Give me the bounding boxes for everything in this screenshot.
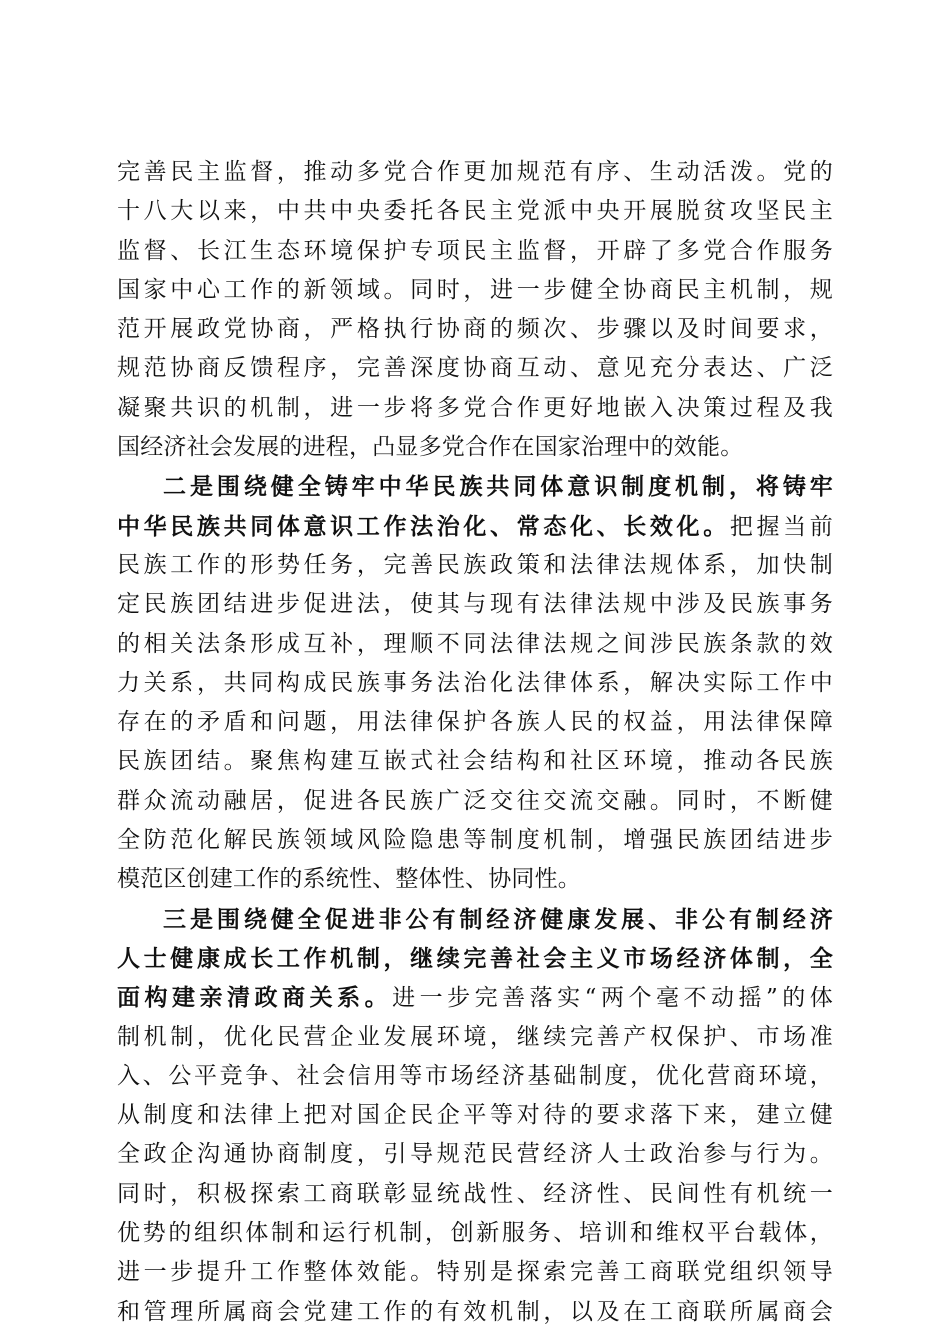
text-line: 群众流动融居，促进各民族广泛交往交流交融。同时，不断健 (117, 787, 833, 814)
text-line: 完善民主监督，推动多党合作更加规范有序、生动活泼。党的 (117, 159, 833, 185)
text-line: 民族工作的形势任务，完善民族政策和法律法规体系，加快制 (117, 551, 833, 578)
text-line: 同时，积极探索工商联彰显统战性、经济性、民间性有机统一 (117, 1180, 833, 1207)
bold-heading-text: 中华民族共同体意识工作法治化、常态化、长效化。 (117, 512, 730, 540)
text-line: 定民族团结进步促进法，使其与现有法律法规中涉及民族事务 (117, 591, 833, 618)
text-line: 监督、长江生态环境保护专项民主监督，开辟了多党合作服务 (117, 237, 833, 264)
text-line: 存在的矛盾和问题，用法律保护各族人民的权益，用法律保障 (117, 709, 833, 736)
paragraph-1 (117, 153, 833, 467)
text-line: 制机制，优化民营企业发展环境，继续完善产权保护、市场准 (117, 1023, 833, 1050)
text-line: 进一步提升工作整体效能。特别是探索完善工商联党组织领导 (117, 1259, 833, 1286)
text-line: 面构建亲清政商关系。进一步完善落实“两个毫不动摇”的体 (117, 984, 833, 1012)
bold-heading-text: 二是围绕健全铸牢中华民族共同体意识制度机制，将铸牢 (163, 473, 833, 501)
text-line: 凝聚共识的机制，进一步将多党合作更好地嵌入决策过程及我 (117, 394, 833, 421)
text-line: 民族团结。聚焦构建互嵌式社会结构和社区环境，推动各民族 (117, 748, 833, 775)
text-line: 优势的组织体制和运行机制，创新服务、培训和维权平台载体， (117, 1220, 833, 1247)
text-line: 和管理所属商会党建工作的有效机制，以及在工商联所属商会 (117, 1298, 833, 1325)
text-line: 中华民族共同体意识工作法治化、常态化、长效化。把握当前 (117, 512, 833, 540)
text-line (117, 467, 833, 506)
text-line (117, 900, 833, 939)
text-line (117, 939, 833, 978)
text-line: 入、公平竞争、社会信用等市场经济基础制度，优化营商环境， (117, 1062, 833, 1089)
document-page (117, 153, 833, 1332)
text-line: 力关系，共同构成民族事务法治化法律体系，解决实际工作中 (117, 669, 833, 696)
text-line: 国经济社会发展的进程，凸显多党合作在国家治理中的效能。 (117, 434, 744, 461)
text-line: 模范区创建工作的系统性、整体性、协同性。 (117, 866, 581, 893)
text-line: 全防范化解民族领域风险隐患等制度机制，增强民族团结进步 (117, 827, 833, 854)
text-line: 从制度和法律上把对国企民企平等对待的要求落下来，建立健 (117, 1102, 833, 1129)
text-line: 规范协商反馈程序，完善深度协商互动、意见充分表达、广泛 (117, 355, 833, 382)
paragraph-2 (117, 467, 833, 899)
text-line: 范开展政党协商，严格执行协商的频次、步骤以及时间要求， (117, 316, 833, 343)
bold-heading-text: 人士健康成长工作机制，继续完善社会主义市场经济体制，全 (117, 944, 833, 972)
paragraph-3 (117, 900, 833, 1332)
text-line: 国家中心工作的新领域。同时，进一步健全协商民主机制，规 (117, 276, 833, 303)
text-line: 十八大以来，中共中央委托各民主党派中央开展脱贫攻坚民主 (117, 198, 833, 225)
bold-heading-text: 面构建亲清政商关系。 (117, 984, 393, 1012)
text-line: 的相关法条形成互补，理顺不同法律法规之间涉民族条款的效 (117, 630, 833, 657)
text-line: 全政企沟通协商制度，引导规范民营经济人士政治参与行为。 (117, 1141, 833, 1168)
bold-heading-text: 三是围绕健全促进非公有制经济健康发展、非公有制经济 (163, 905, 833, 933)
